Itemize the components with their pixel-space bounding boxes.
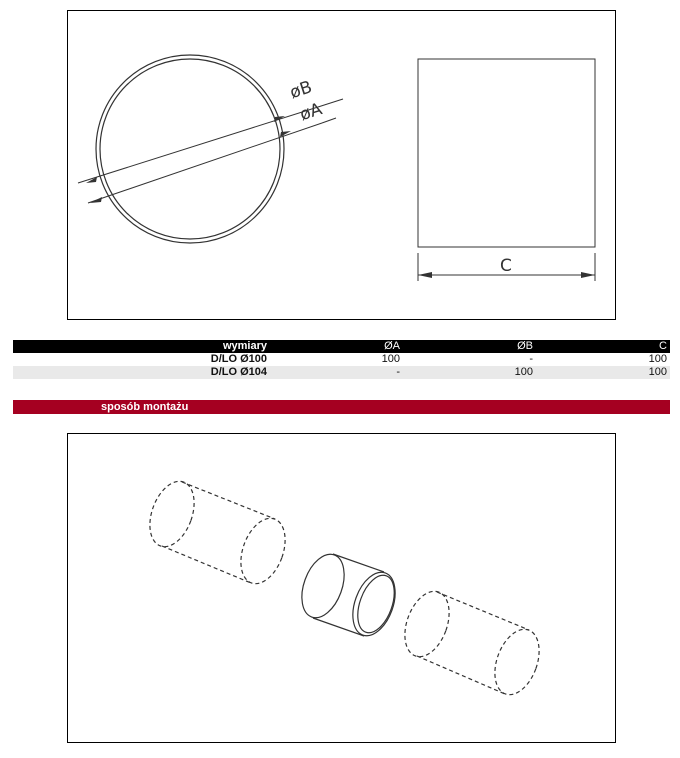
length-c-arrow-left — [418, 272, 432, 278]
technical-drawing-frame — [67, 10, 616, 320]
table-row — [13, 366, 670, 379]
row-diameter-a: 100 — [381, 353, 400, 365]
row-diameter-b: 100 — [514, 366, 533, 378]
header-diameter-b: ØB — [517, 340, 533, 352]
table-header-row — [13, 340, 670, 353]
mounting-section-title: sposób montażu — [101, 401, 189, 413]
diameter-b-leader — [318, 99, 343, 107]
mounting-section-bar — [13, 400, 670, 414]
technical-drawing — [68, 11, 617, 321]
mounting-illustration-frame — [67, 433, 616, 743]
connector-coupling — [294, 548, 403, 641]
side-view-rectangle — [418, 59, 595, 247]
diameter-b-label: øB — [287, 77, 315, 104]
row-length-c: 100 — [648, 353, 667, 365]
length-c-arrow-right — [581, 272, 595, 278]
mounting-illustration — [68, 434, 617, 744]
length-c-label: C — [500, 256, 512, 276]
row-length-c: 100 — [648, 366, 667, 378]
table-row — [13, 353, 670, 366]
inner-diameter-circle — [100, 59, 280, 239]
row-product-name: D/LO Ø104 — [210, 366, 267, 378]
diameter-a-line — [88, 123, 322, 203]
dimensions-table — [13, 340, 670, 379]
diameter-a-leader — [322, 118, 336, 123]
header-length-c: C — [659, 340, 667, 352]
row-diameter-b: - — [529, 353, 533, 365]
row-diameter-a: - — [396, 366, 400, 378]
right-duct — [397, 585, 548, 701]
diameter-a-label: øA — [297, 99, 325, 126]
diameter-a-arrow-left — [90, 197, 102, 203]
row-product-name: D/LO Ø100 — [210, 353, 267, 365]
header-dimensions: wymiary — [222, 340, 267, 352]
header-diameter-a: ØA — [384, 340, 400, 352]
diameter-b-line — [78, 107, 318, 183]
left-duct — [142, 475, 294, 590]
outer-diameter-circle — [96, 55, 284, 243]
